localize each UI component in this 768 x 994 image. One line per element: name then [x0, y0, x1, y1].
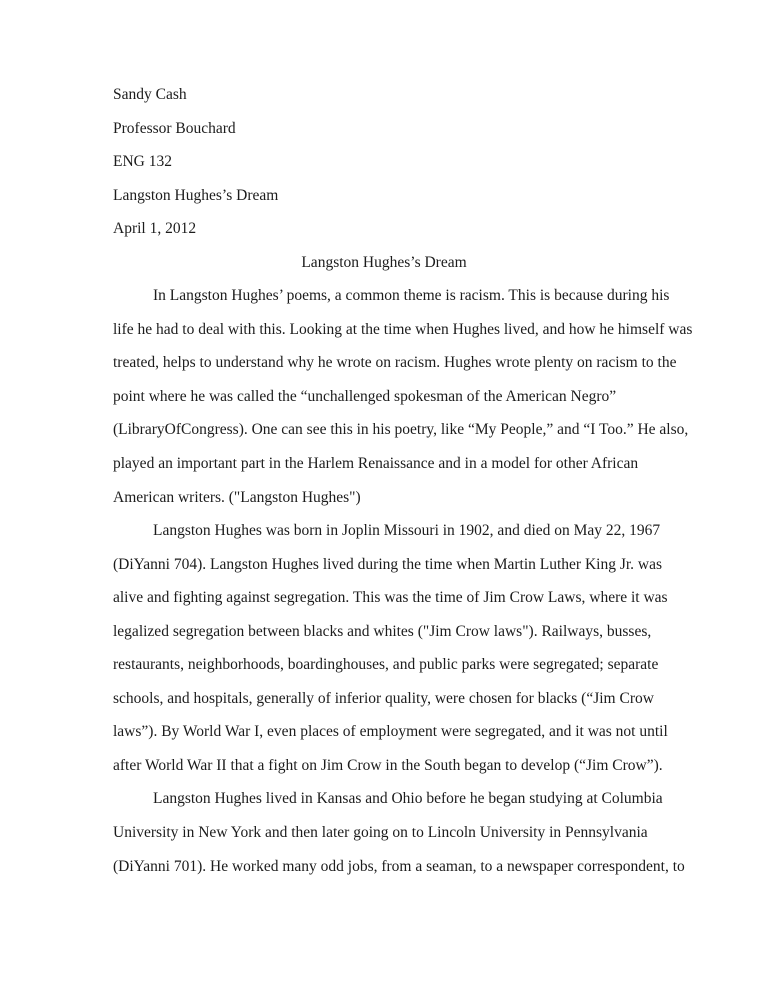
essay-title: Langston Hughes’s Dream — [301, 253, 467, 271]
essay-line: treated, helps to understand why he wrote on racism. Hughes wrote plenty on racism to the — [113, 354, 677, 372]
paragraph-1 — [113, 279, 693, 514]
essay-line: laws”). By World War I, even places of employment were segregated, and it was not until — [113, 723, 668, 741]
essay-body — [113, 78, 693, 883]
essay-line: Langston Hughes was born in Joplin Missouri in 1902, and died on May 22, 1967 — [153, 522, 661, 540]
essay-line: Langston Hughes lived in Kansas and Ohio before he began studying at Columbia — [153, 790, 663, 808]
header-course: ENG 132 — [113, 153, 172, 171]
essay-line: University in New York and then later going on to Lincoln University in Pennsylvania — [113, 824, 648, 842]
header-author: Sandy Cash — [113, 86, 187, 103]
paragraph-2 — [113, 514, 668, 782]
essay-line: played an important part in the Harlem Renaissance and in a model for other African — [113, 455, 639, 473]
header-professor: Professor Bouchard — [113, 119, 236, 137]
essay-line: point where he was called the “unchallenged spokesman of the American Negro” — [113, 387, 617, 405]
essay-line: (DiYanni 704). Langston Hughes lived during the time when Martin Luther King Jr. was — [113, 555, 663, 573]
essay-line: In Langston Hughes’ poems, a common theme is racism. This is because during his — [153, 287, 670, 305]
essay-line: schools, and hospitals, generally of inferior quality, were chosen for blacks (“Jim Crow — [113, 689, 654, 707]
header-assignment: Langston Hughes’s Dream — [113, 186, 279, 204]
essay-header — [113, 78, 655, 246]
paragraph-3 — [113, 782, 685, 883]
header-date: April 1, 2012 — [113, 220, 197, 238]
essay-line: (LibraryOfCongress). One can see this in his poetry, like “My People,” and “I Too.” He also, — [113, 421, 689, 439]
essay-line: American writers. ("Langston Hughes") — [113, 488, 361, 506]
essay-line: restaurants, neighborhoods, boardinghouses, and public parks were segregated; separate — [113, 656, 659, 674]
essay-line: life he had to deal with this. Looking at the time when Hughes lived, and how he himself was — [113, 320, 693, 338]
essay-line: after World War II that a fight on Jim Crow in the South began to develop (“Jim Crow”). — [113, 756, 663, 774]
essay-line: (DiYanni 701). He worked many odd jobs, from a seaman, to a newspaper correspondent, to — [113, 857, 685, 875]
essay-line: alive and fighting against segregation. This was the time of Jim Crow Laws, where it was — [113, 589, 668, 607]
essay-line: legalized segregation between blacks and whites ("Jim Crow laws"). Railways, busses, — [113, 622, 652, 640]
